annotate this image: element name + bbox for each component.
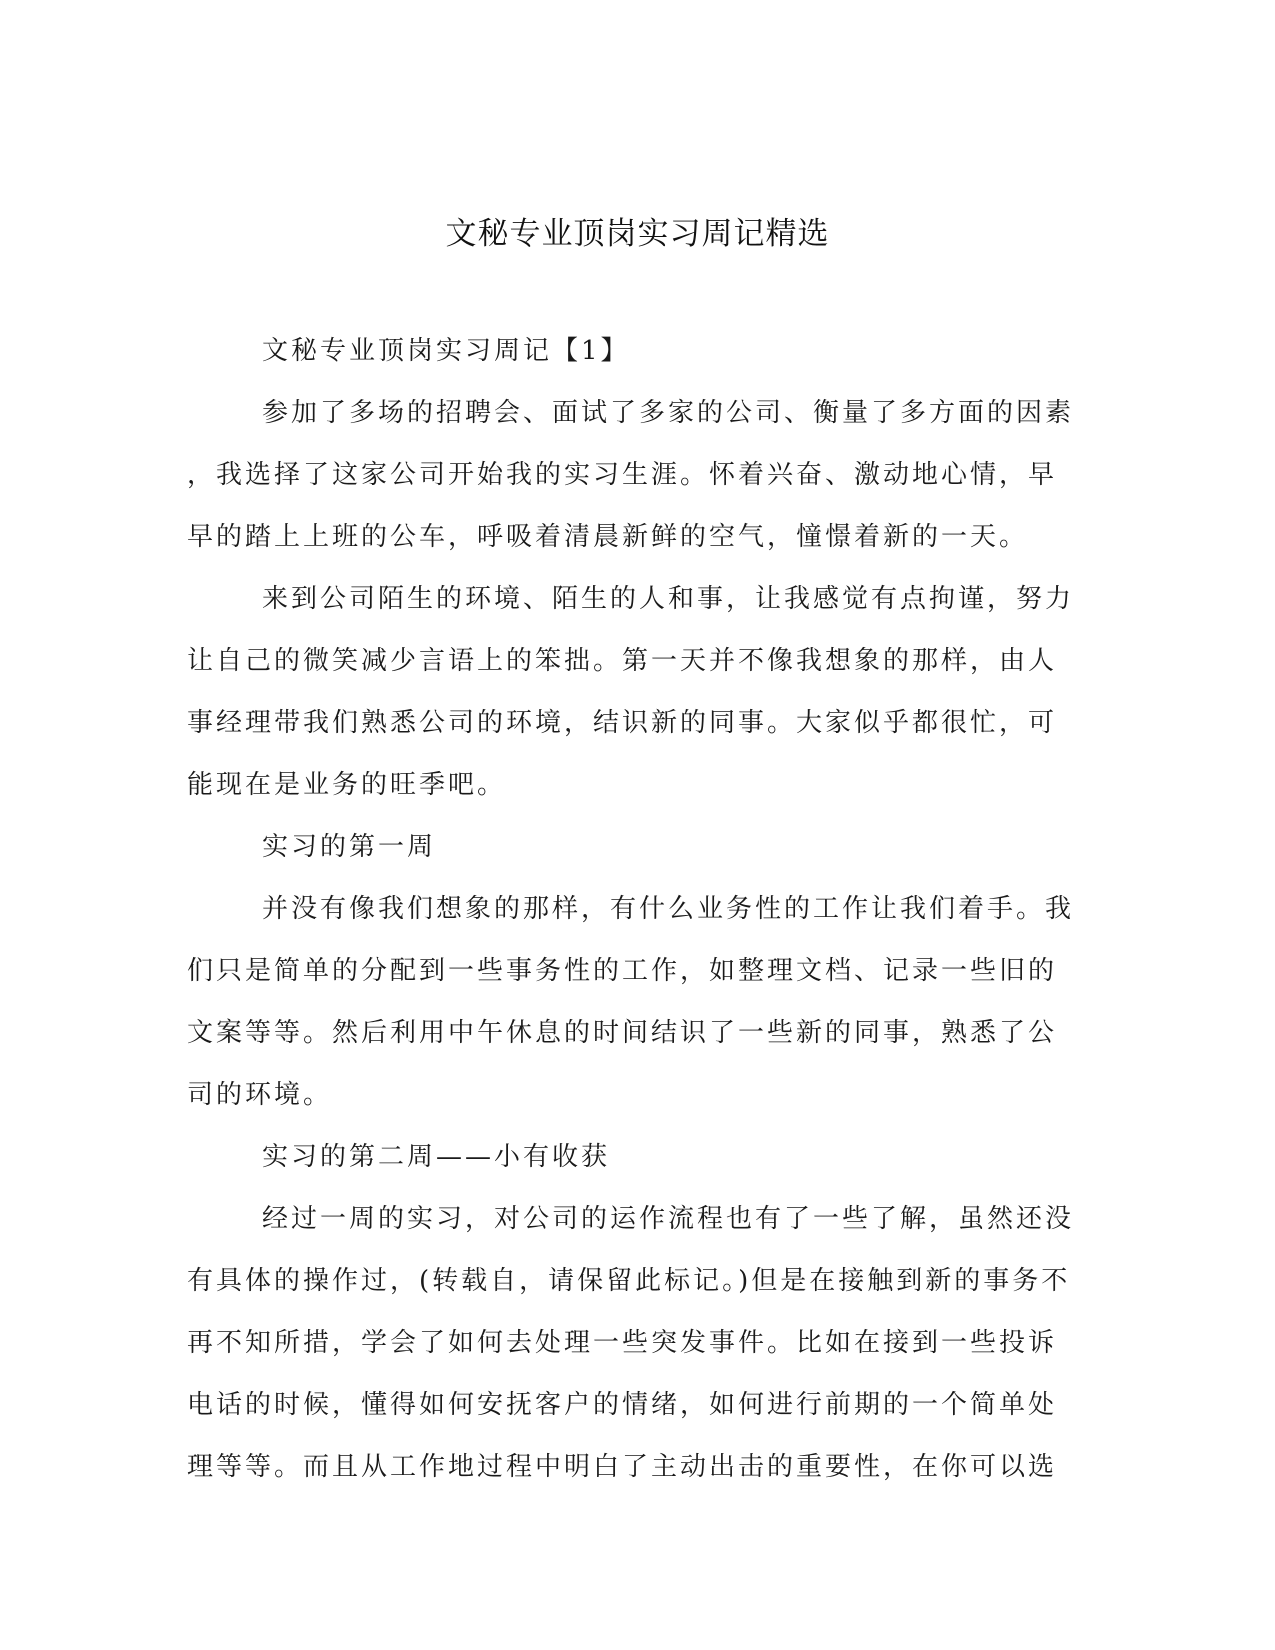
- paragraph-line: 理等等。而且从工作地过程中明白了主动出击的重要性，在你可以选: [187, 1452, 1058, 1482]
- paragraph-line: 有具体的操作过，(转载自，请保留此标记。)但是在接触到新的事务不: [187, 1266, 1071, 1296]
- paragraph-line: 并没有像我们想象的那样，有什么业务性的工作让我们着手。我: [262, 894, 1075, 924]
- paragraph-line: 再不知所措，学会了如何去处理一些突发事件。比如在接到一些投诉: [187, 1328, 1058, 1358]
- section-heading-week-2: 实习的第二周——小有收获: [262, 1142, 611, 1172]
- paragraph-line: 事经理带我们熟悉公司的环境，结识新的同事。大家似乎都很忙，可: [187, 708, 1058, 738]
- paragraph-line: ，我选择了这家公司开始我的实习生涯。怀着兴奋、激动地心情，早: [187, 460, 1058, 490]
- paragraph-line: 早的踏上上班的公车，呼吸着清晨新鲜的空气，憧憬着新的一天。: [187, 522, 1029, 552]
- section-heading-week-1: 实习的第一周: [262, 832, 437, 862]
- paragraph-line: 司的环境。: [187, 1080, 333, 1110]
- paragraph-line: 经过一周的实习，对公司的运作流程也有了一些了解，虽然还没: [262, 1204, 1075, 1234]
- paragraph-line: 电话的时候，懂得如何安抚客户的情绪，如何进行前期的一个简单处: [187, 1390, 1058, 1420]
- paragraph-line: 参加了多场的招聘会、面试了多家的公司、衡量了多方面的因素: [262, 398, 1075, 428]
- paragraph-line: 让自己的微笑减少言语上的笨拙。第一天并不像我想象的那样，由人: [187, 646, 1058, 676]
- document-title: 文秘专业顶岗实习周记精选: [445, 216, 830, 252]
- paragraph-line: 来到公司陌生的环境、陌生的人和事，让我感觉有点拘谨，努力: [262, 584, 1075, 614]
- paragraph-line: 能现在是业务的旺季吧。: [187, 770, 507, 800]
- paragraph-line: 文案等等。然后利用中午休息的时间结识了一些新的同事，熟悉了公: [187, 1018, 1058, 1048]
- document-body: [187, 320, 1080, 1498]
- paragraph-line: 们只是简单的分配到一些事务性的工作，如整理文档、记录一些旧的: [187, 956, 1058, 986]
- section-heading-1: 文秘专业顶岗实习周记【1】: [262, 336, 630, 366]
